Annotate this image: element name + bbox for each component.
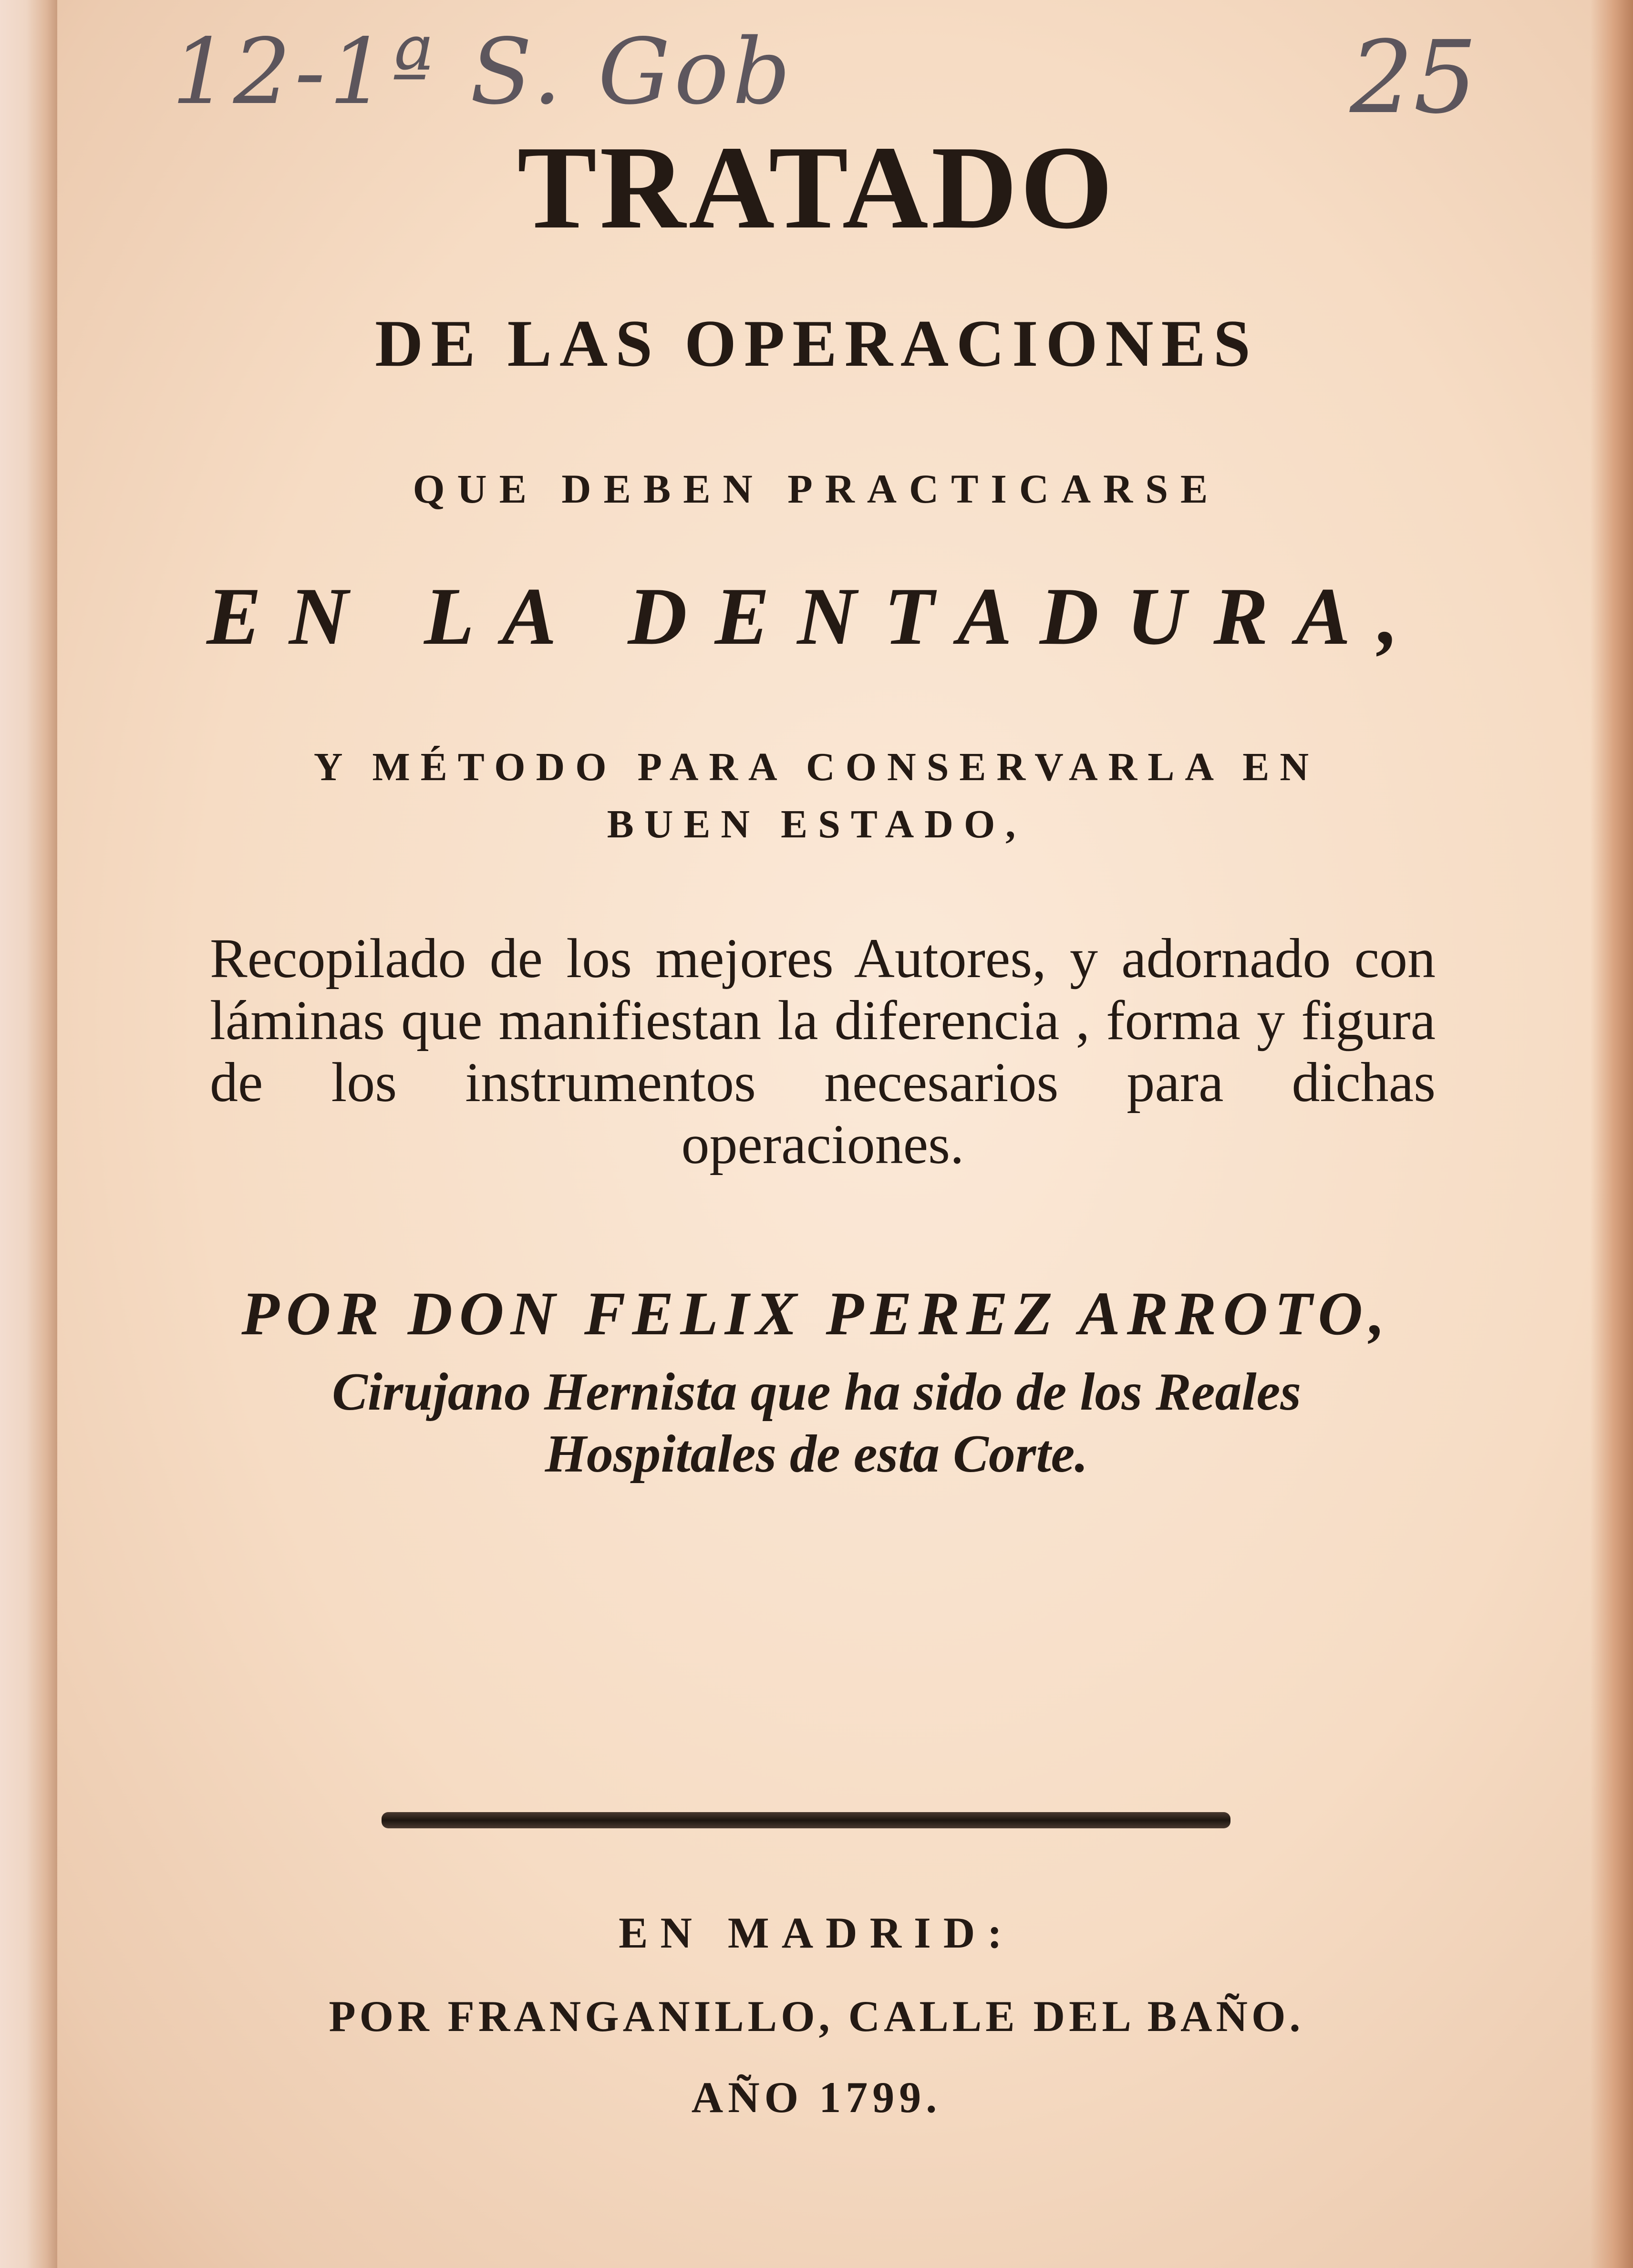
- author-credentials-line-2: Hospitales de esta Corte.: [545, 1424, 1088, 1484]
- handwritten-number: 25: [1350, 19, 1478, 136]
- imprint-place: EN MADRID:: [619, 1908, 1014, 1957]
- imprint-printer: POR FRANGANILLO, CALLE DEL BAÑO.: [329, 1992, 1304, 2041]
- book-title: TRATADO: [517, 122, 1116, 254]
- title-line-2: DE LAS OPERACIONES: [375, 307, 1258, 381]
- title-line-5: Y MÉTODO PARA CONSERVARLA EN: [313, 745, 1320, 789]
- description-paragraph: Recopilado de los mejores Autores, y adornado con láminas que manifiestan la diferencia , forma y figura de los instrumentos necesarios para dichas operaciones.: [210, 927, 1436, 1175]
- author-line: POR DON FELIX PEREZ ARROTO,: [241, 1279, 1392, 1348]
- author-credentials-line-1: Cirujano Hernista que ha sido de los Reales: [332, 1362, 1301, 1422]
- title-line-6: BUEN ESTADO,: [607, 802, 1026, 846]
- handwritten-shelfmark: 12-1ª S. Gob: [172, 19, 795, 124]
- imprint-year: AÑO 1799.: [691, 2073, 942, 2122]
- title-line-3: QUE DEBEN PRACTICARSE: [413, 466, 1220, 512]
- divider-rule: [382, 1812, 1230, 1828]
- title-line-4: EN LA DENTADURA,: [207, 571, 1426, 662]
